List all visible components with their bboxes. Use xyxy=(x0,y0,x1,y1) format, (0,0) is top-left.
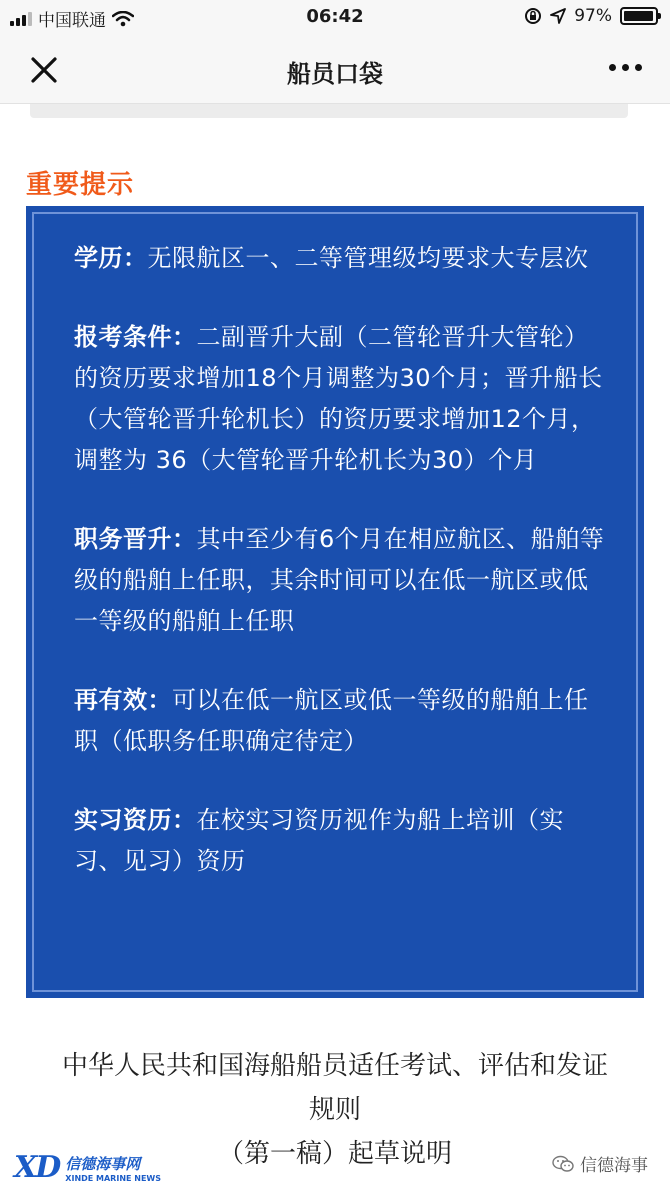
logo-english: XINDE MARINE NEWS xyxy=(65,1173,162,1183)
item-label: 职务晋升： xyxy=(74,525,197,553)
item-text: 二副晋升大副（二管轮晋升大管轮）的资历要求增加18个月调整为30个月；晋升船长（大管轮晋升轮机长）的资历要求增加12个月，调整为 36（大管轮晋升轮机长为30）个月 xyxy=(74,323,603,474)
notice-item-internship xyxy=(74,800,606,882)
notice-item-promotion xyxy=(74,519,606,642)
carrier-name: 中国联通 xyxy=(38,11,106,31)
item-label: 实习资历： xyxy=(74,806,197,834)
item-text: 在校实习资历视作为船上培训（实习、见习）资历 xyxy=(74,806,564,875)
logo-chinese: 信德海事网 xyxy=(65,1154,141,1173)
notice-item-education xyxy=(74,238,606,279)
status-right xyxy=(524,6,658,26)
previous-image-edge xyxy=(30,104,628,118)
status-bar xyxy=(0,0,670,34)
location-arrow-icon xyxy=(550,8,566,24)
logo-text xyxy=(65,1153,161,1183)
close-icon[interactable] xyxy=(28,54,60,86)
item-label: 再有效： xyxy=(74,686,172,714)
wechat-icon xyxy=(552,1155,574,1173)
more-options-icon[interactable] xyxy=(609,64,642,71)
battery-fill xyxy=(624,11,653,21)
clock: 06:42 xyxy=(306,6,364,27)
xinde-logo xyxy=(14,1150,161,1185)
logo-mark: XD xyxy=(14,1150,60,1185)
item-label: 报考条件： xyxy=(74,323,197,351)
wechat-account-watermark xyxy=(552,1151,648,1176)
item-label: 学历： xyxy=(74,244,148,272)
notice-inner-frame xyxy=(32,212,638,992)
nav-bar xyxy=(0,34,670,104)
document-title-line-3: （第一稿）起草说明 xyxy=(217,1139,452,1169)
battery-icon xyxy=(620,7,658,25)
battery-percent: 97% xyxy=(574,6,612,26)
orientation-lock-icon xyxy=(524,7,542,25)
notice-box xyxy=(26,206,644,998)
wechat-account-name: 信德海事 xyxy=(580,1156,648,1176)
notice-item-revalidation xyxy=(74,680,606,762)
document-title-line-2: 规则 xyxy=(308,1095,361,1125)
document-title-line-1: 中华人民共和国海船船员适任考试、评估和发证 xyxy=(61,1051,608,1081)
item-text: 其中至少有6个月在相应航区、船舶等级的船舶上任职，其余时间可以在低一航区或低一等级的船舶上任职 xyxy=(74,525,605,635)
notice-item-exam-conditions xyxy=(74,317,606,481)
item-text: 可以在低一航区或低一等级的船舶上任职（低职务任职确定待定） xyxy=(74,686,589,755)
notice-heading: 重要提示 xyxy=(26,170,135,200)
item-text: 无限航区一、二等管理级均要求大专层次 xyxy=(147,244,589,272)
page-title: 船员口袋 xyxy=(287,60,383,88)
